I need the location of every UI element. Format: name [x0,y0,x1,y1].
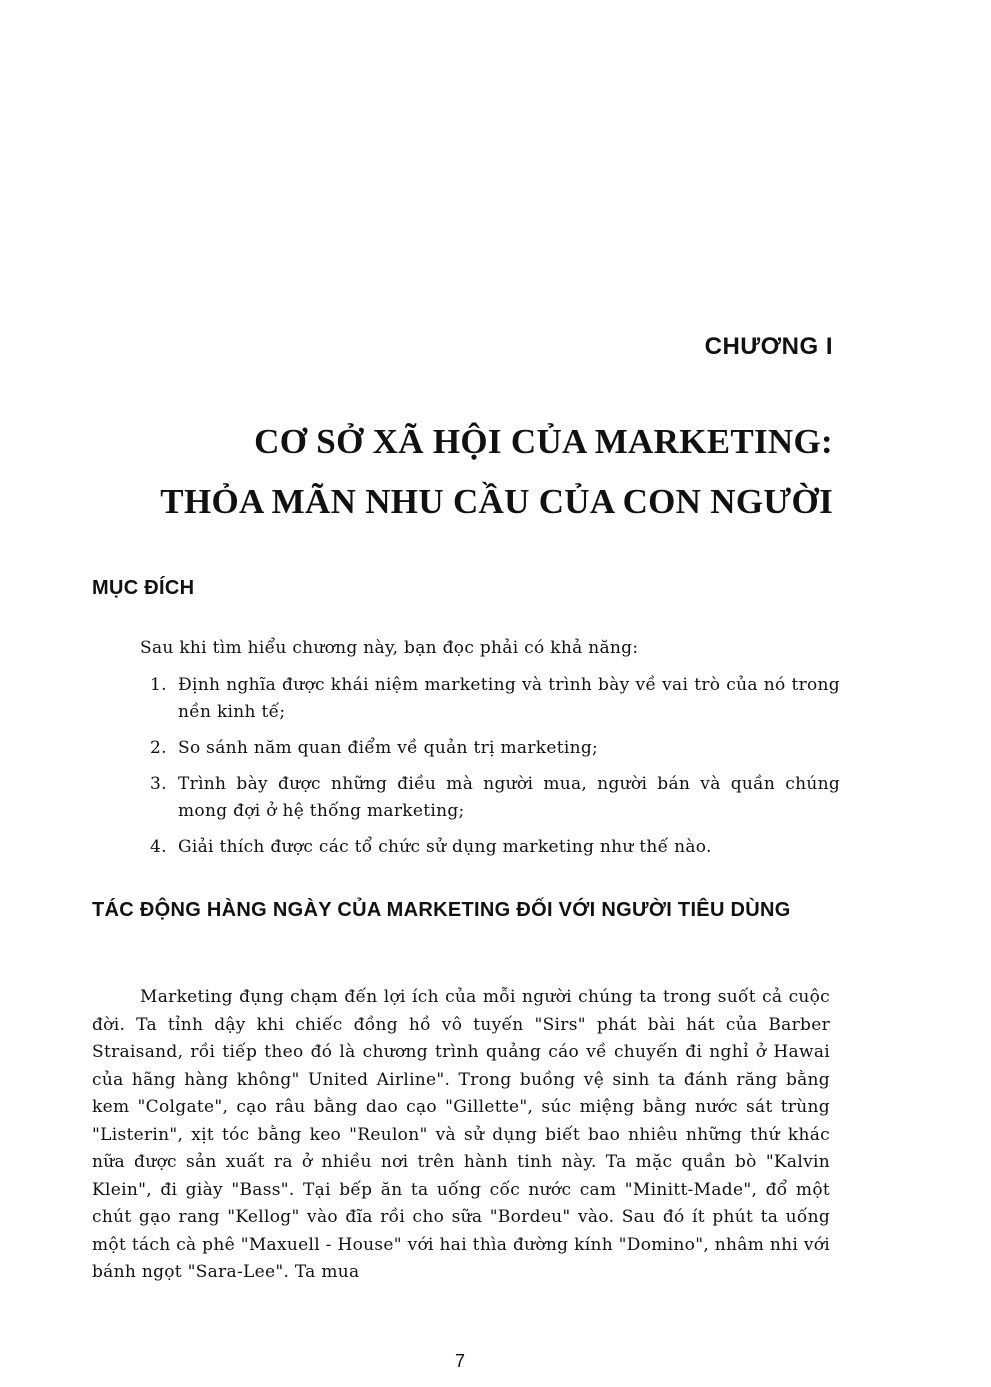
body-paragraph: Marketing đụng chạm đến lợi ích của mỗi người chúng ta trong suốt cả cuộc đời. Ta tỉnh dậy khi chiếc đồng hồ vô tuyến "Sirs" phát bài hát của Barber Straisand, rồi tiếp theo đó là chương trình quảng cáo về chuyến đi nghỉ ở Hawai của hãng hàng không" United Airline". Trong buồng vệ sinh ta đánh răng bằng kem "Colgate", cạo râu bằng dao cạo "Gillette", súc miệng bằng nước sát trùng "Listerin", xịt tóc bằng keo "Reulon" và sử dụng biết bao nhiêu những thứ khác nữa được sản xuất ra ở nhiều nơi trên hành tinh này. Ta mặc quần bò "Kalvin Klein", đi giày "Bass". Tại bếp ăn ta uống cốc nước cam "Minitt-Made", đổ một chút gạo rang "Kellog" vào đĩa rồi cho sữa "Bordeu" vào. Sau đó ít phút ta uống một tách cà phê "Maxuell - House" với hai thìa đường kính "Domino", nhâm nhi với bánh ngọt "Sara-Lee". Ta mua [92,987,830,1282]
chapter-title-line-2: THỎA MÃN NHU CẦU CỦA CON NGƯỜI [160,482,833,521]
list-item [150,672,840,726]
list-item-number: 2. [150,738,167,758]
list-item-text: Định nghĩa được khái niệm marketing và trình bày về vai trò của nó trong nền kinh tế; [178,675,840,722]
chapter-label: CHƯƠNG I [704,333,833,360]
list-item-text: Giải thích được các tổ chức sử dụng marketing như thế nào. [178,837,712,857]
list-item-number: 1. [150,675,167,695]
chapter-title [160,412,833,532]
objectives-heading: MỤC ĐÍCH [92,577,195,599]
objectives-intro: Sau khi tìm hiểu chương này, bạn đọc phải có khả năng: [140,638,639,658]
list-item-text: Trình bày được những điều mà người mua, người bán và quần chúng mong đợi ở hệ thống marketing; [178,774,840,821]
list-item [150,834,840,861]
list-item-number: 4. [150,837,167,857]
page-number: 7 [454,1351,465,1371]
chapter-title-line-1: CƠ SỞ XÃ HỘI CỦA MARKETING: [254,422,833,461]
objectives-list [150,672,840,870]
list-item [150,771,840,825]
list-item [150,735,840,762]
list-item-text: So sánh năm quan điểm về quản trị marketing; [178,738,599,758]
list-item-number: 3. [150,774,167,794]
section-heading: TÁC ĐỘNG HÀNG NGÀY CỦA MARKETING ĐỐI VỚI NGƯỜI TIÊU DÙNG [92,899,791,921]
